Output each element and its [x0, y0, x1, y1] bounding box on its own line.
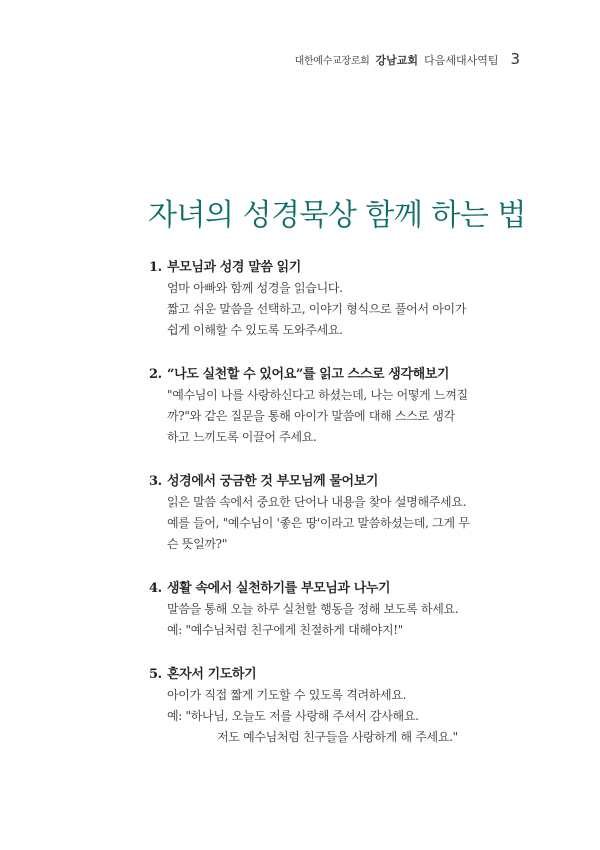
- section-4: [149, 579, 521, 641]
- body-line: 말씀을 통해 오늘 하루 실천할 행동을 정해 보도록 하세요.: [167, 602, 459, 616]
- section-number: 5.: [149, 667, 162, 682]
- section-heading: [149, 665, 521, 685]
- section-title: 부모님과 성경 말씀 읽기: [167, 260, 301, 275]
- section-5: [149, 665, 521, 748]
- header-church: 강남교회: [375, 54, 419, 67]
- section-heading: [149, 579, 521, 599]
- body-line: 읽은 말씀 속에서 중요한 단어나 내용을 찾아 설명해주세요.: [167, 495, 467, 509]
- body-line: 슨 뜻일까?": [167, 537, 228, 551]
- body-line: 예: "예수님처럼 친구에게 친절하게 대해야지!": [167, 623, 404, 637]
- section-body: [149, 599, 521, 641]
- page-header: [295, 50, 520, 68]
- section-heading: [149, 365, 521, 385]
- header-team: 다음세대사역팀: [424, 54, 499, 67]
- page-title: 자녀의 성경묵상 함께 하는 법: [148, 198, 526, 233]
- section-number: 3.: [149, 474, 162, 489]
- body-line: 까?"와 같은 질문을 통해 아이가 말씀에 대해 스스로 생각: [167, 409, 455, 423]
- section-heading: [149, 472, 521, 492]
- section-title: 혼자서 기도하기: [167, 667, 257, 682]
- section-body: [149, 385, 521, 448]
- section-body: [149, 685, 521, 748]
- body-line: 엄마 아빠와 함께 성경을 읽습니다.: [167, 281, 343, 295]
- section-number: 2.: [149, 367, 162, 382]
- section-body: [149, 492, 521, 555]
- page-number: 3: [510, 50, 520, 68]
- body-line: 하고 느끼도록 이끌어 주세요.: [167, 430, 317, 444]
- body-line: 아이가 직접 짧게 기도할 수 있도록 격려하세요.: [167, 688, 407, 702]
- header-org: 대한예수교장로회: [294, 56, 370, 67]
- section-title: 성경에서 궁금한 것 부모님께 물어보기: [167, 474, 379, 489]
- section-title: 생활 속에서 실천하기를 부모님과 나누기: [167, 581, 391, 596]
- body-line: 짧고 쉬운 말씀을 선택하고, 이야기 형식으로 풀어서 아이가: [167, 302, 467, 316]
- body-line: 저도 예수님처럼 친구들을 사랑하게 해 주세요.": [217, 730, 458, 744]
- body-line: 예를 들어, "예수님이 '좋은 땅'이라고 말씀하셨는데, 그게 무: [167, 516, 470, 530]
- section-number: 1.: [149, 260, 162, 275]
- section-1: [149, 258, 521, 341]
- section-3: [149, 472, 521, 555]
- section-2: [149, 365, 521, 448]
- body-line: "예수님이 나를 사랑하신다고 하셨는데, 나는 어떻게 느껴질: [167, 388, 468, 402]
- section-body: [149, 278, 521, 341]
- body-line: 예: "하나님, 오늘도 저를 사랑해 주셔서 감사해요.: [167, 709, 419, 723]
- section-number: 4.: [149, 581, 162, 596]
- body-line: 쉽게 이해할 수 있도록 도와주세요.: [167, 323, 343, 337]
- guide-sections: [149, 258, 521, 772]
- section-heading: [149, 258, 521, 278]
- section-title: “나도 실천할 수 있어요”를 읽고 스스로 생각해보기: [167, 367, 450, 382]
